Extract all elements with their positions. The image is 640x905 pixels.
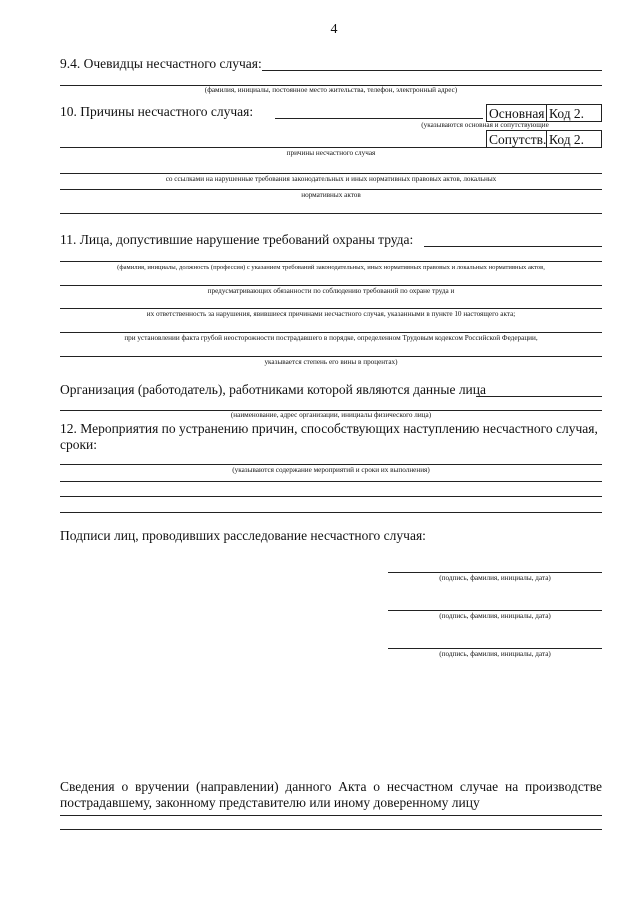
violators-line-6[interactable] — [60, 356, 602, 357]
causes-caption-3: нормативных актов — [301, 191, 361, 199]
measures-line-1[interactable] — [60, 464, 602, 465]
signature-caption-2: (подпись, фамилия, инициалы, дата) — [439, 612, 551, 620]
violators-line-1[interactable] — [424, 246, 602, 247]
causes-caption-main: (указываются основная и сопутствующие — [421, 121, 549, 129]
causes-line-3[interactable] — [60, 173, 602, 174]
violators-label: 11. Лица, допустившие нарушение требований охраны труда: — [60, 232, 414, 247]
delivery-text-2: пострадавшему, законному представителю или иному доверенному лицу — [60, 795, 480, 810]
causes-line-4[interactable] — [60, 189, 602, 190]
delivery-line-2[interactable] — [60, 829, 602, 830]
causes-caption-2: со ссылками на нарушенные требования законодательных и иных нормативных правовых актов, локальных — [165, 175, 497, 183]
witnesses-line[interactable] — [262, 70, 602, 71]
main-cause-code[interactable]: Код 2. — [546, 104, 602, 122]
causes-line-5[interactable] — [60, 213, 602, 214]
measures-line-2[interactable] — [60, 481, 602, 482]
signature-caption-1: (подпись, фамилия, инициалы, дата) — [439, 574, 551, 582]
organization-label: Организация (работодатель), работниками которой являются данные лица — [60, 382, 487, 397]
secondary-cause-code[interactable]: Код 2. — [546, 130, 602, 148]
violators-caption-2: предусматривающих обязанности по соблюдению требований по охране труда и — [207, 287, 455, 295]
measures-caption: (указываются содержание мероприятий и сроки их выполнения) — [232, 466, 430, 474]
violators-line-4[interactable] — [60, 308, 602, 309]
signature-line-2[interactable] — [388, 610, 602, 611]
main-cause-box: Основная — [486, 104, 547, 122]
secondary-cause-box: Сопутств. — [486, 130, 547, 148]
signatures-label: Подписи лиц, проводивших расследование несчастного случая: — [60, 528, 426, 543]
violators-line-5[interactable] — [60, 332, 602, 333]
measures-label-1: 12. Мероприятия по устранению причин, способствующих наступлению несчастного случая, — [60, 421, 598, 436]
violators-caption-1: (фамилия, инициалы, должность (профессия) с указанием требований законодательных, иных нормативных правовых и локальных нормативных актов, — [117, 264, 545, 271]
measures-line-3[interactable] — [60, 496, 602, 497]
delivery-line-1[interactable] — [60, 815, 602, 816]
witnesses-caption: (фамилия, инициалы, постоянное место жительства, телефон, электронный адрес) — [204, 86, 458, 94]
signature-line-1[interactable] — [388, 572, 602, 573]
signature-caption-3: (подпись, фамилия, инициалы, дата) — [439, 650, 551, 658]
delivery-text-1: Сведения о вручении (направлении) данного Акта о несчастном случае на производстве — [60, 779, 602, 794]
violators-caption-5: указывается степень его вины в процентах) — [264, 358, 398, 366]
measures-line-4[interactable] — [60, 512, 602, 513]
organization-caption: (наименование, адрес организации, инициалы физического лица) — [230, 411, 432, 419]
violators-caption-4: при установлении факта грубой неосторожности пострадавшего в порядке, определенном Трудовым кодексом Российской Федерации, — [124, 334, 538, 342]
page-number: 4 — [330, 22, 338, 37]
causes-line-1[interactable] — [275, 118, 483, 119]
causes-label: 10. Причины несчастного случая: — [60, 104, 254, 119]
organization-line-1[interactable] — [476, 396, 602, 397]
violators-line-3[interactable] — [60, 285, 602, 286]
violators-caption-3: их ответственность за нарушения, явившиеся причинами несчастного случая, указанными в пункте 10 настоящего акта; — [146, 310, 516, 318]
causes-caption-1: причины несчастного случая — [286, 149, 376, 157]
signature-line-3[interactable] — [388, 648, 602, 649]
causes-line-2[interactable] — [60, 147, 486, 148]
violators-line-2[interactable] — [60, 261, 602, 262]
witnesses-label: 9.4. Очевидцы несчастного случая: — [60, 56, 262, 71]
measures-label-2: сроки: — [60, 437, 98, 452]
